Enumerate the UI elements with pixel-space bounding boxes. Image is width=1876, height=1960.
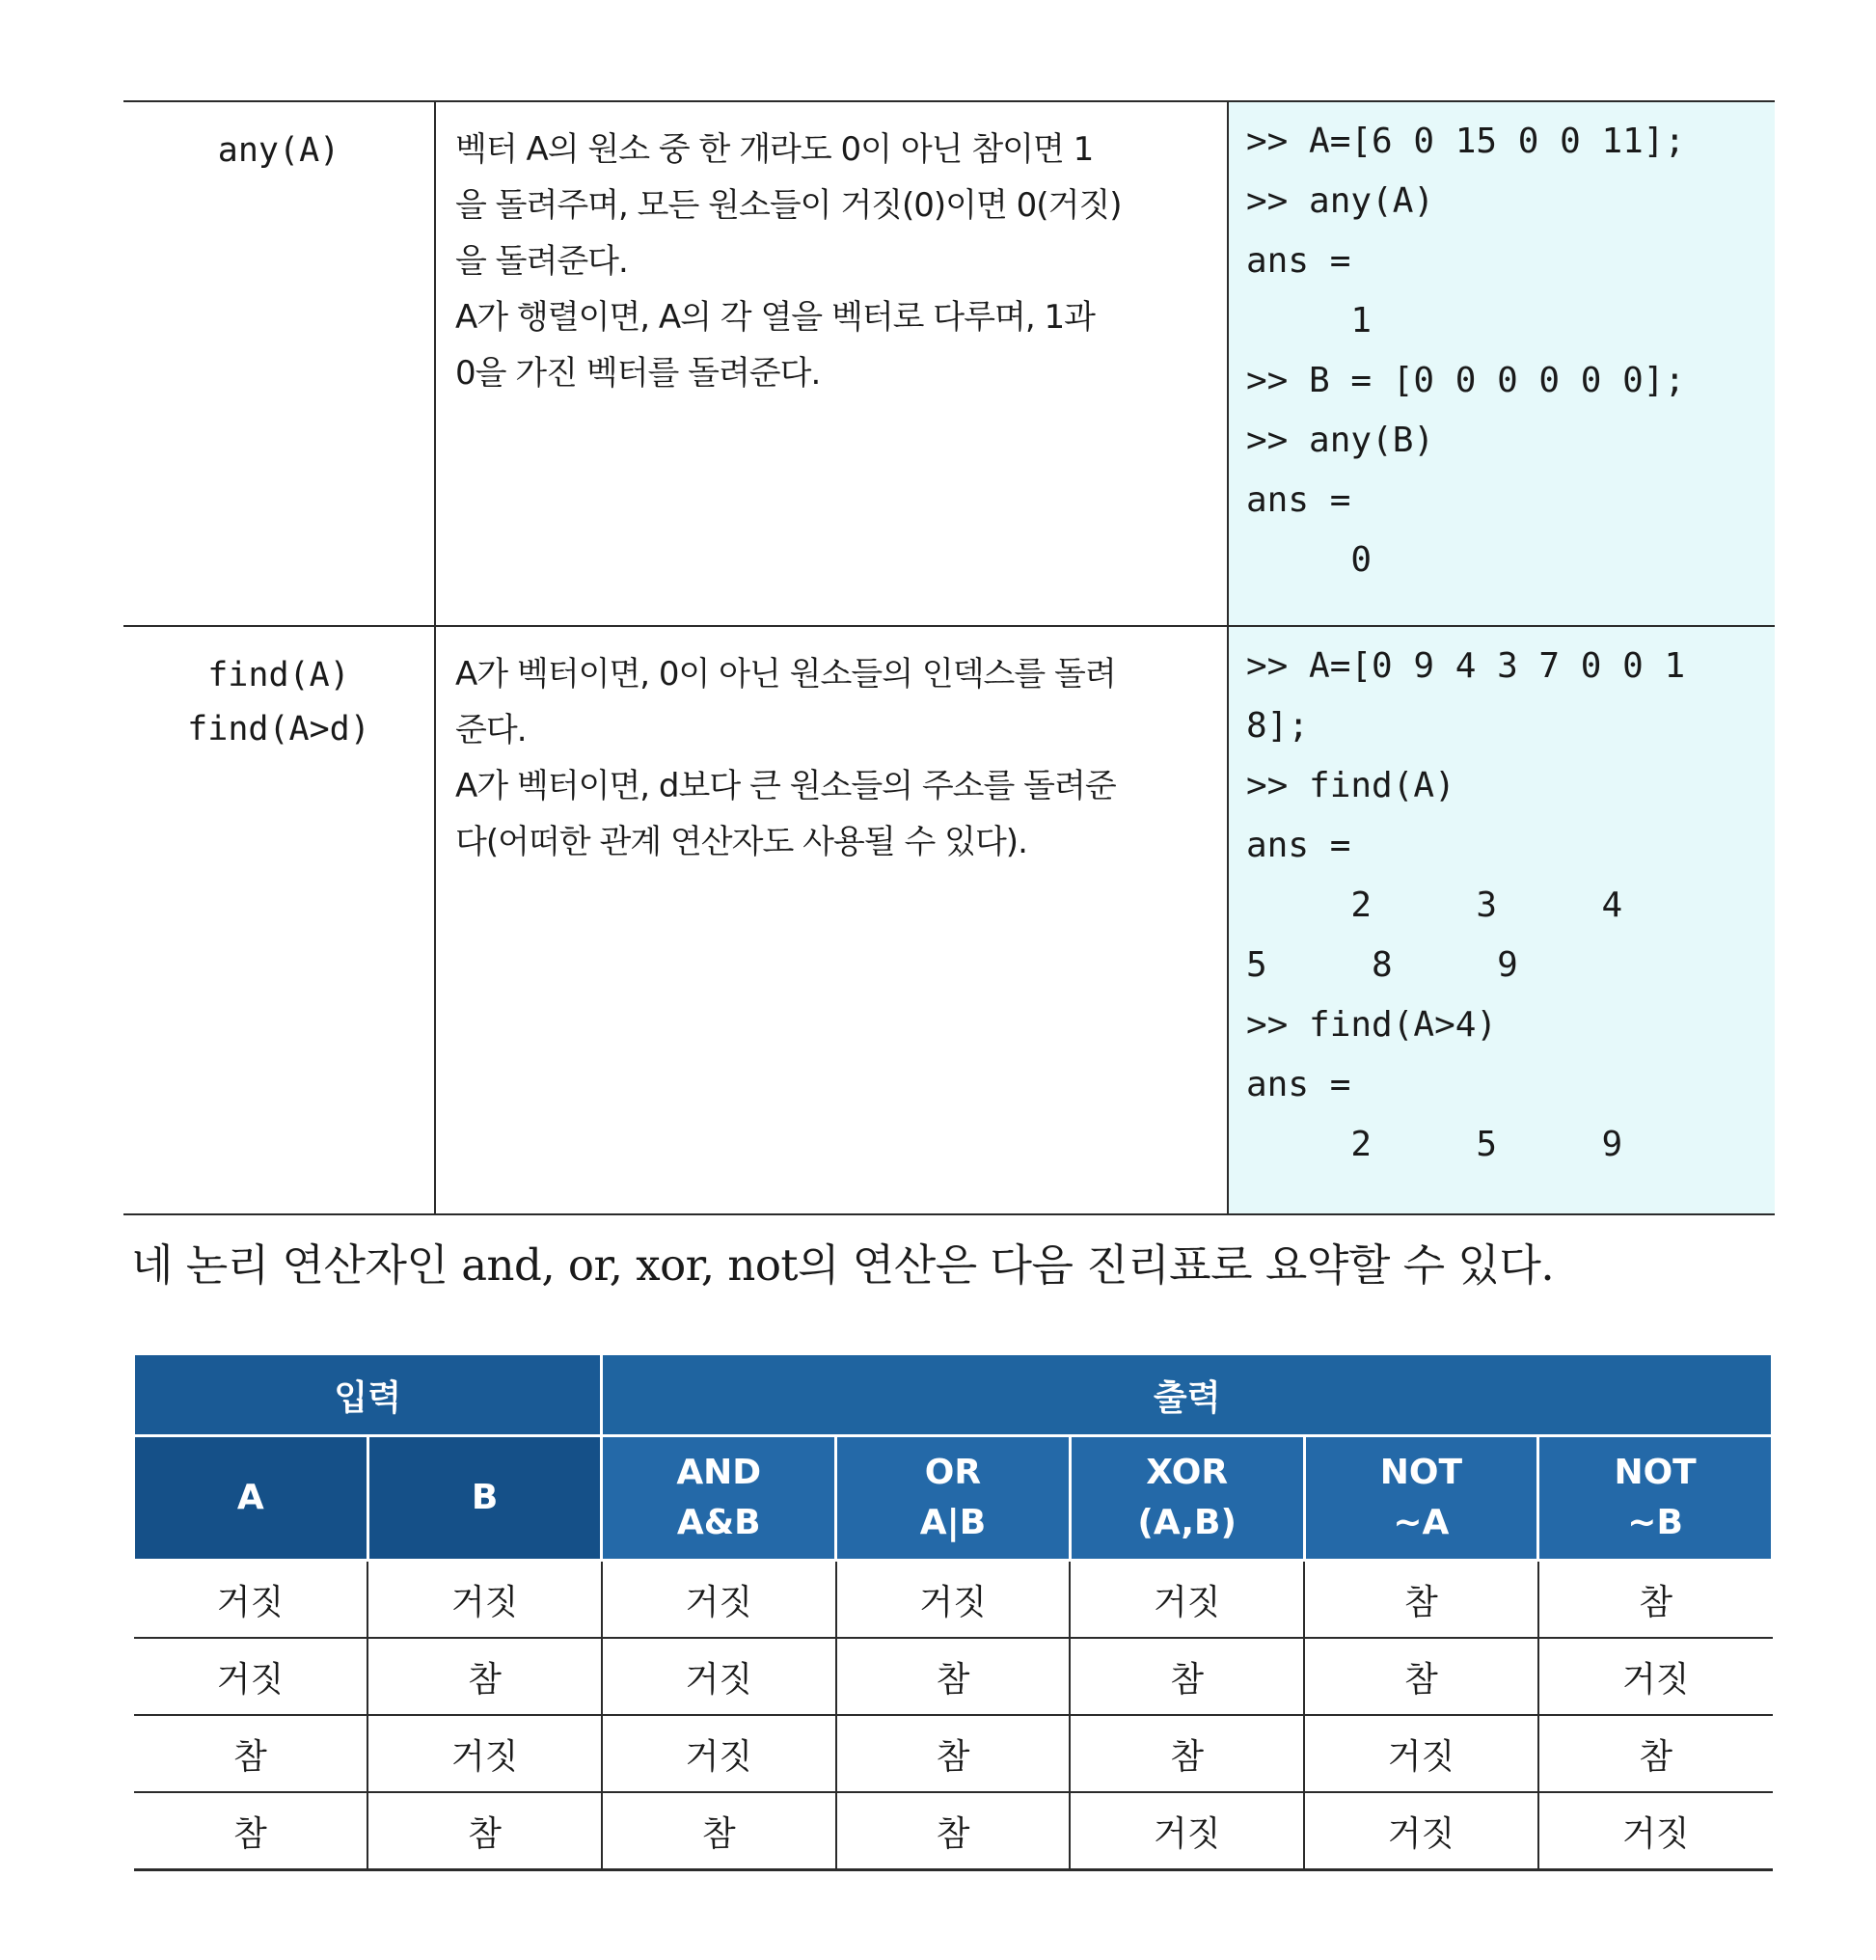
table-row bbox=[134, 1561, 1773, 1639]
column-header-label: A bbox=[236, 1478, 264, 1517]
table-cell: 참 bbox=[134, 1715, 368, 1792]
table-cell: 참 bbox=[134, 1792, 368, 1870]
code-line: >> any(B) bbox=[1246, 421, 1435, 460]
table-cell: 참 bbox=[836, 1715, 1071, 1792]
input-group-header: 입력 bbox=[134, 1354, 602, 1436]
table-cell: 거짓 bbox=[134, 1638, 368, 1715]
column-header-not-a bbox=[1304, 1436, 1538, 1561]
column-header-a bbox=[134, 1436, 368, 1561]
table-cell: 참 bbox=[367, 1792, 602, 1870]
description-line: 벡터 A의 원소 중 한 개라도 0이 아닌 참이면 1 bbox=[455, 130, 1094, 169]
code-line: >> A=[0 9 4 3 7 0 0 1 bbox=[1246, 646, 1686, 686]
description-line: 을 돌려준다. bbox=[455, 242, 628, 281]
table-cell: 거짓 bbox=[1304, 1715, 1538, 1792]
description-line: 0을 가진 벡터를 돌려준다. bbox=[455, 354, 821, 393]
table-cell: 참 bbox=[836, 1792, 1071, 1870]
column-header-label: XOR bbox=[1146, 1453, 1229, 1492]
table-cell: 거짓 bbox=[602, 1715, 836, 1792]
table-cell: 거짓 bbox=[367, 1561, 602, 1639]
table-row bbox=[134, 1792, 1773, 1870]
column-header-or bbox=[836, 1436, 1071, 1561]
column-header-label: NOT bbox=[1614, 1453, 1697, 1492]
function-name: find(A>d) bbox=[187, 710, 370, 749]
code-line: 0 bbox=[1246, 540, 1373, 580]
table-cell: 거짓 bbox=[1538, 1638, 1773, 1715]
table-cell: 참 bbox=[367, 1638, 602, 1715]
code-line: ans = bbox=[1246, 241, 1351, 281]
column-header-label: B bbox=[471, 1478, 499, 1517]
table-cell: 참 bbox=[836, 1638, 1071, 1715]
code-line: >> find(A>4) bbox=[1246, 1005, 1498, 1045]
truth-table-intro-text: 네 논리 연산자인 and, or, xor, not의 연산은 다음 진리표로 요약할 수 있다. bbox=[131, 1239, 1555, 1291]
table-cell: 참 bbox=[1538, 1561, 1773, 1639]
code-line: 5 8 9 bbox=[1246, 945, 1518, 985]
table-cell: 거짓 bbox=[1070, 1792, 1304, 1870]
description-line: A가 벡터이면, 0이 아닌 원소들의 인덱스를 돌려 bbox=[455, 655, 1116, 694]
description-line: A가 행렬이면, A의 각 열을 벡터로 다루며, 1과 bbox=[455, 298, 1095, 337]
column-header-sublabel: ~A bbox=[1393, 1503, 1450, 1542]
code-line: ans = bbox=[1246, 1065, 1351, 1104]
output-group-header: 출력 bbox=[602, 1354, 1773, 1436]
code-example-cell bbox=[1228, 101, 1775, 626]
table-cell: 참 bbox=[1070, 1638, 1304, 1715]
column-header-b bbox=[367, 1436, 602, 1561]
truth-table-group-header-row bbox=[134, 1354, 1773, 1436]
function-description-cell bbox=[435, 101, 1228, 626]
table-row bbox=[134, 1715, 1773, 1792]
code-line: >> A=[6 0 15 0 0 11]; bbox=[1246, 122, 1686, 161]
description-line: 준다. bbox=[455, 711, 527, 749]
function-name-cell bbox=[123, 101, 435, 626]
column-header-xor bbox=[1070, 1436, 1304, 1561]
table-cell: 참 bbox=[1304, 1638, 1538, 1715]
column-header-and bbox=[602, 1436, 836, 1561]
column-header-sublabel: ~B bbox=[1627, 1503, 1683, 1542]
table-cell: 참 bbox=[1538, 1715, 1773, 1792]
truth-table bbox=[132, 1352, 1774, 1871]
code-line: 2 5 9 bbox=[1246, 1125, 1623, 1164]
truth-table-column-header-row bbox=[134, 1436, 1773, 1561]
code-line: ans = bbox=[1246, 480, 1351, 520]
description-line: A가 벡터이면, d보다 큰 원소들의 주소를 돌려준 bbox=[455, 767, 1116, 805]
table-row bbox=[134, 1638, 1773, 1715]
table-cell: 참 bbox=[602, 1792, 836, 1870]
function-name-cell bbox=[123, 626, 435, 1214]
function-row-find bbox=[123, 626, 1775, 1214]
function-name: find(A) bbox=[207, 656, 350, 694]
description-line: 다(어떠한 관계 연산자도 사용될 수 있다). bbox=[455, 823, 1027, 861]
column-header-sublabel: A|B bbox=[919, 1503, 987, 1542]
column-header-label: AND bbox=[676, 1453, 762, 1492]
table-cell: 거짓 bbox=[1538, 1792, 1773, 1870]
code-line: >> find(A) bbox=[1246, 766, 1455, 805]
table-cell: 참 bbox=[1070, 1715, 1304, 1792]
table-cell: 참 bbox=[1304, 1561, 1538, 1639]
code-line: ans = bbox=[1246, 826, 1351, 865]
function-row-any bbox=[123, 101, 1775, 626]
table-cell: 거짓 bbox=[1070, 1561, 1304, 1639]
table-cell: 거짓 bbox=[836, 1561, 1071, 1639]
column-header-label: OR bbox=[924, 1453, 982, 1492]
function-description-cell bbox=[435, 626, 1228, 1214]
column-header-sublabel: A&B bbox=[676, 1503, 761, 1542]
table-cell: 거짓 bbox=[602, 1638, 836, 1715]
table-cell: 거짓 bbox=[602, 1561, 836, 1639]
code-line: >> B = [0 0 0 0 0 0]; bbox=[1246, 361, 1686, 400]
column-header-sublabel: (A,B) bbox=[1137, 1503, 1237, 1542]
table-cell: 거짓 bbox=[367, 1715, 602, 1792]
column-header-label: NOT bbox=[1379, 1453, 1463, 1492]
table-cell: 거짓 bbox=[134, 1561, 368, 1639]
column-header-not-b bbox=[1538, 1436, 1773, 1561]
function-name: any(A) bbox=[217, 131, 340, 170]
code-line: >> any(A) bbox=[1246, 181, 1435, 221]
code-example-cell bbox=[1228, 626, 1775, 1214]
table-cell: 거짓 bbox=[1304, 1792, 1538, 1870]
code-line: 1 bbox=[1246, 301, 1373, 340]
description-line: 을 돌려주며, 모든 원소들이 거짓(0)이면 0(거짓) bbox=[455, 186, 1122, 225]
code-line: 8]; bbox=[1246, 706, 1310, 746]
code-line: 2 3 4 bbox=[1246, 885, 1623, 925]
function-reference-table bbox=[123, 100, 1775, 1215]
